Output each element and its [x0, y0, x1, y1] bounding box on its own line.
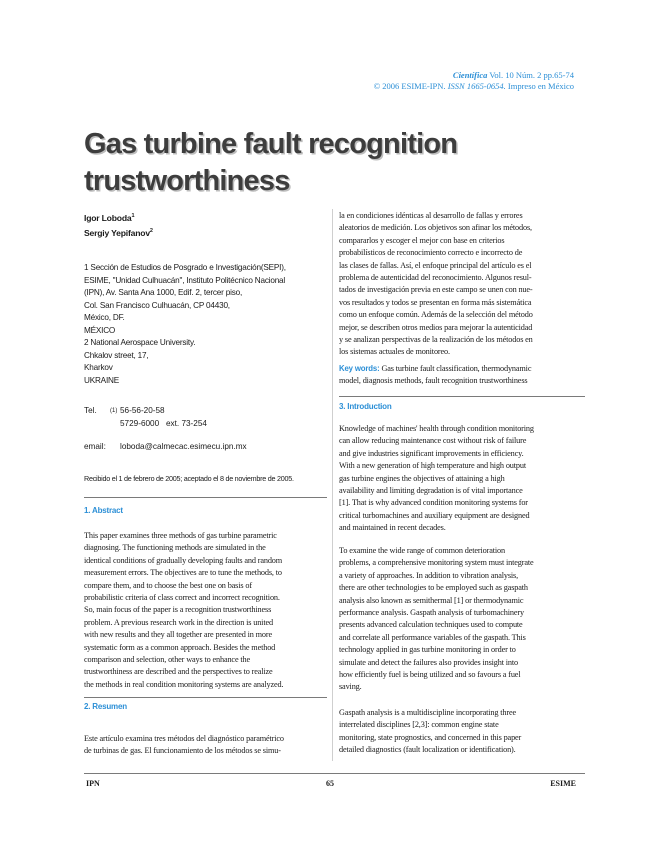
text-line: las clases de fallas. Así, el enfoque principal del artículo es el — [339, 260, 532, 270]
email-address[interactable]: loboda@calmecac.esimecu.ipn.mx — [120, 442, 247, 451]
column-divider — [332, 209, 333, 761]
text-line: measurement errors. The objectives are to tune the methods, to — [84, 568, 282, 578]
text-line: compararlos y escoger el mejor con base en criterios — [339, 235, 505, 245]
tel-number: 5729-6000 ext. 73-254 — [120, 418, 207, 428]
authors — [84, 210, 327, 240]
author-sup: 1 — [131, 213, 135, 219]
author-name: Igor Loboda — [84, 212, 132, 223]
affiliation-line: Col. San Francisco Culhuacán, CP 04430, — [84, 300, 230, 310]
footer-rule — [84, 773, 585, 774]
text-line: saving. — [339, 682, 362, 692]
text-line: comparison and selection, other ways to enhance the — [84, 655, 250, 665]
text-line: problems, a comprehensive monitoring system must integrate — [339, 558, 534, 568]
affiliation — [84, 262, 327, 387]
text-line: can allow reducing maintenance cost without risk of failure — [339, 436, 527, 446]
author — [84, 225, 327, 240]
text-line: a variety of approaches. In addition to vibration analysis, — [339, 570, 519, 580]
text-line: To examine the wide range of common deterioration — [339, 546, 505, 555]
text-line: systematic form as a common approach. Besides the method — [84, 642, 276, 652]
text-line: and maintained in recent decades. — [339, 523, 446, 533]
tel-label: Tel. — [84, 406, 97, 415]
text-line: with new results and they all together are presented in more — [84, 630, 273, 640]
keywords — [339, 363, 585, 388]
affiliation-line: Kharkov — [84, 363, 113, 372]
text-line: trustworthiness are described and the perspectives to realize — [84, 667, 273, 677]
title-line: Gas turbine fault recognition — [84, 128, 458, 160]
text-line: the methods in real condition monitoring systems are analyzed. — [84, 679, 284, 689]
text-line: tados de investigación previa en este campo se unen con nue- — [339, 285, 533, 295]
text-line: detailed diagnostics (fault localization or identification). — [339, 745, 516, 755]
text-line: and give industries significant improvements in efficiency. — [339, 448, 524, 458]
text-line: critical turbomachines and auxiliary equipment are designed — [339, 510, 530, 520]
affiliation-line: Chkalov street, 17, — [84, 350, 149, 360]
section-rule — [84, 497, 327, 498]
intro-paragraph — [339, 707, 585, 757]
text-line: Gaspath analysis is a multidiscipline incorporating three — [339, 708, 517, 717]
text-line: analysis also known as semithermal [1] or thermodynamic — [339, 595, 524, 605]
tel-sup: (1) — [110, 408, 118, 414]
page-number: 65 — [326, 779, 334, 788]
text-line: [1]. That is why advanced condition monitoring systems for — [339, 498, 528, 508]
email-label: email: — [84, 442, 106, 451]
text-line: la en condiciones idénticas al desarrollo de fallas y errores — [339, 211, 523, 220]
tel-number: 56-56-20-58 — [120, 406, 165, 415]
intro-paragraph — [339, 545, 585, 694]
text-line: vos resultados y todos se presentan en forma más sistemática — [339, 297, 532, 307]
affiliation-line: UKRAINE — [84, 375, 119, 385]
text-line: aleatorios de medición. Los objetivos son afinar los métodos, — [339, 223, 532, 233]
text-line: Gas turbine fault classification, thermodynamic — [381, 364, 532, 373]
section-rule — [339, 396, 585, 397]
text-line: compare them, and to choose the best one on basis of — [84, 580, 252, 590]
contact-info — [84, 405, 327, 454]
text-line: monitoring, state prognostics, and concerned in this paper — [339, 732, 522, 742]
text-line: how efficiently fuel is being utilized and so favours a fuel — [339, 670, 521, 680]
text-line: problem. A previous research work in the direction is united — [84, 617, 273, 627]
title-line: trustworthiness — [84, 165, 290, 197]
received-note: Recibido el 1 de febrero de 2005; aceptado el 8 de noviembre de 2005. — [84, 474, 294, 483]
affiliation-line: ESIME, "Unidad Culhuacán", Instituto Politécnico Nacional — [84, 275, 286, 285]
text-line: de turbinas de gas. El funcionamiento de los métodos se simu- — [84, 746, 281, 756]
journal-header — [374, 70, 574, 92]
affiliation-line: 2 National Aerospace University. — [84, 338, 196, 347]
affiliation-line: 1 Sección de Estudios de Posgrado e Investigación(SEPI), — [84, 263, 286, 272]
text-line: With a new generation of high temperature and high output — [339, 461, 526, 471]
volume-info: Vol. 10 Núm. 2 pp.65-74 — [489, 70, 574, 80]
text-line: availability and limiting degradation is of vital importance — [339, 486, 523, 496]
affiliation-line: MÉXICO — [84, 325, 116, 335]
text-line: como un enfoque común. Además de la selección del método — [339, 310, 533, 320]
text-line: diagnosing. The functioning methods are simulated in the — [84, 543, 266, 553]
text-line: This paper examines three methods of gas turbine parametric — [84, 531, 277, 540]
text-line: Knowledge of machines' health through condition monitoring — [339, 424, 534, 433]
text-line: model, diagnosis methods, fault recognition trustworthiness — [339, 376, 528, 386]
keywords-label: Key words: — [339, 364, 380, 373]
text-line: presents advanced calculation techniques used to compute — [339, 620, 523, 630]
text-line: mejor, se describen otros medios para mejorar la autenticidad — [339, 322, 533, 332]
author-name: Sergiy Yepifanov — [84, 227, 150, 238]
text-line: Este artículo examina tres métodos del diagnóstico paramétrico — [84, 734, 284, 743]
footer-left: IPN — [86, 779, 100, 788]
text-line: y se analizan perspectivas de la realización de los métodos en — [339, 335, 533, 345]
text-line: interrelated disciplines [2,3]: common engine state — [339, 720, 499, 730]
footer-right: ESIME — [550, 779, 576, 788]
journal-title: Científica — [452, 70, 488, 80]
paper-title — [84, 126, 544, 200]
text-line: simulate and detect the failures also provides insight into — [339, 657, 519, 667]
text-line: and correlate all performance variables of the gaspath. This — [339, 632, 526, 642]
text-line: probabilísticos de reconocimiento correcto e incorrecto de — [339, 248, 523, 258]
resumen-text — [84, 733, 327, 758]
text-line: So, main focus of the paper is a recognition trustworthiness — [84, 605, 272, 615]
text-line: technology applied in gas turbine monitoring in order to — [339, 645, 516, 655]
copyright: © 2006 ESIME-IPN. — [373, 81, 446, 91]
issn: ISSN 1665-0654. — [447, 81, 506, 91]
resumen-heading: 2. Resumen — [84, 702, 127, 711]
author — [84, 210, 327, 225]
affiliation-line: México, DF. — [84, 313, 125, 322]
abstract-text — [84, 530, 327, 691]
text-line: identical conditions of gradually developing faults and random — [84, 555, 283, 565]
text-line: gas turbine engines the objectives of attaining a high — [339, 473, 505, 483]
text-line: performance analysis. Gaspath analysis of turbomachinery — [339, 608, 524, 618]
author-sup: 2 — [149, 227, 153, 234]
section-rule — [84, 697, 327, 698]
text-line: there are other technologies to be employed such as gaspath — [339, 583, 528, 593]
affiliation-line: (IPN), Av. Santa Ana 1000, Edif. 2, tercer piso, — [84, 288, 243, 297]
printed-in: Impreso en México — [507, 81, 574, 91]
resumen-continued — [339, 210, 585, 359]
text-line: problema de autenticidad del reconocimiento. Algunos resul- — [339, 273, 532, 283]
intro-paragraph — [339, 423, 585, 535]
text-line: probabilistic criteria of class correct and incorrect recognition. — [84, 593, 280, 603]
introduction-heading: 3. Introduction — [339, 402, 392, 411]
abstract-heading: 1. Abstract — [84, 506, 123, 515]
text-line: los sistemas actuales de monitoreo. — [339, 347, 450, 357]
